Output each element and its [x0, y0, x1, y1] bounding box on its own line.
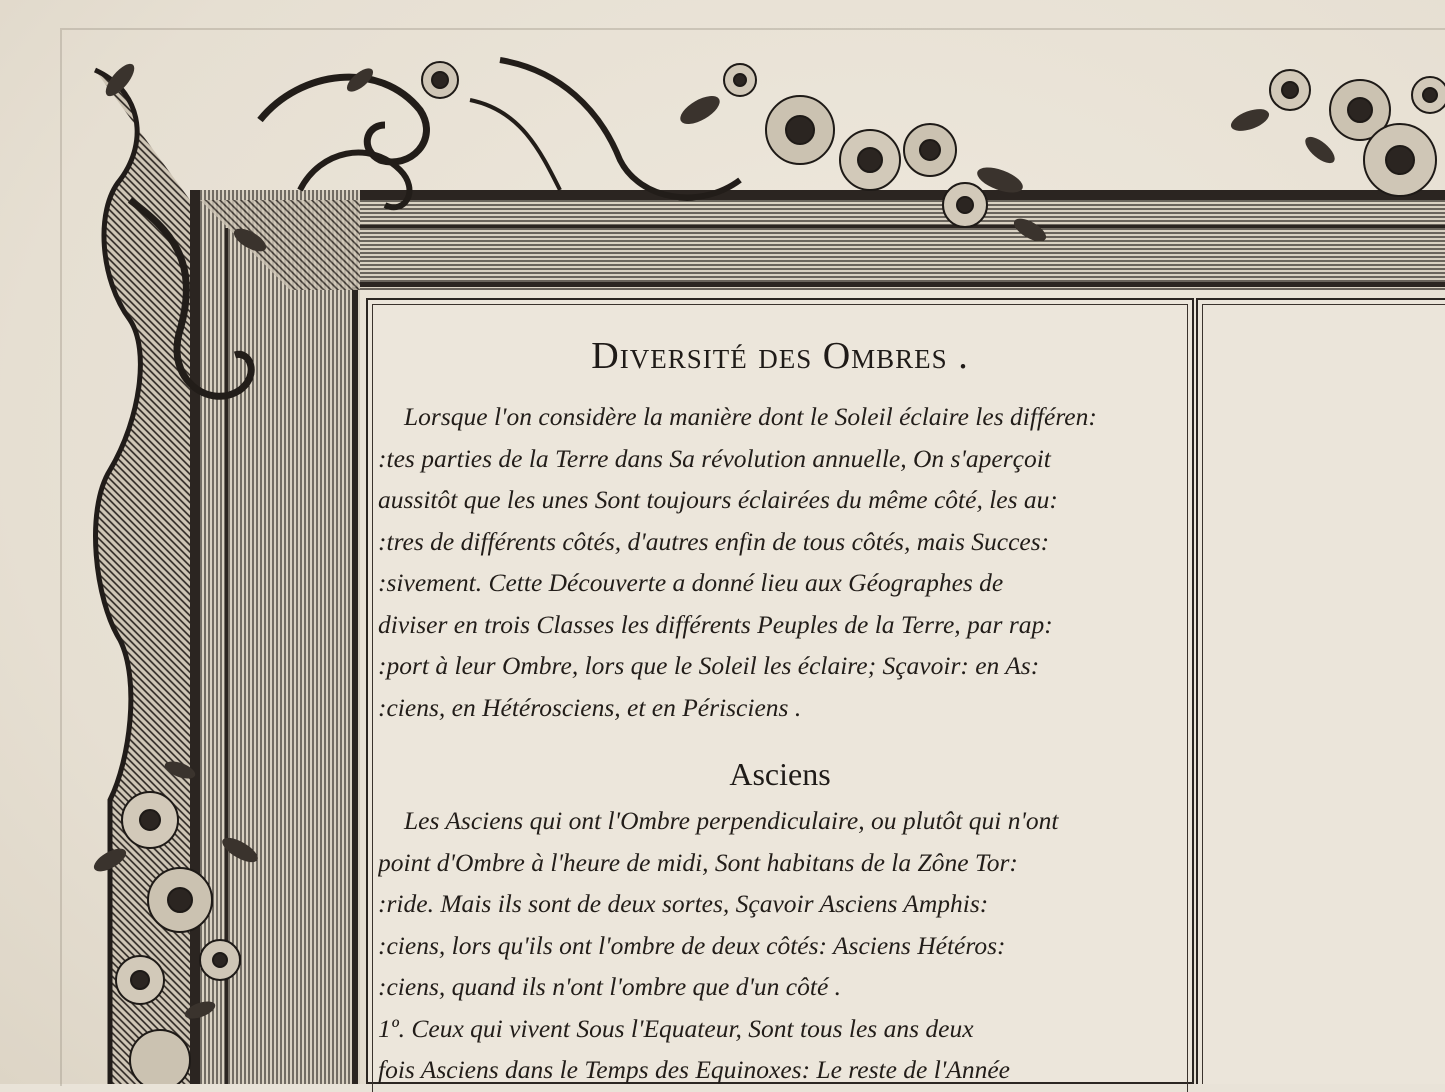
text-line: :ciens, lors qu'ils ont l'ombre de deux côtés: Asciens Hétéros: — [378, 930, 1006, 960]
text-line: :sivement. Cette Découverte a donné lieu aux Géographes de — [378, 568, 1004, 597]
text-line: :tes parties de la Terre dans Sa révolution annuelle, On s'aperçoit — [378, 443, 1051, 473]
text-line: :tres de différents côtés, d'autres enfin de tous côtés, mais Succes: — [378, 526, 1050, 556]
document-title: Diversité des Ombres . — [591, 335, 969, 377]
section-paragraph — [378, 800, 1188, 1091]
text-line: Lorsque l'on considère la manière dont le Soleil éclaire les différen: — [404, 402, 1097, 431]
text-line: diviser en trois Classes les différents Peuples de la Terre, par rap: — [378, 609, 1053, 639]
text-line: fois Asciens dans le Temps des Equinoxes: Le reste de l'Année — [378, 1055, 1010, 1084]
text-line: :port à leur Ombre, lors que le Soleil les éclaire; Sçavoir: en As: — [378, 651, 1040, 680]
text-line: aussitôt que les unes Sont toujours éclairées du même côté, les au: — [378, 485, 1058, 514]
text-cartouche — [366, 298, 1194, 1084]
adjacent-panel — [1196, 298, 1445, 1084]
text-line: :ciens, en Hétérosciens, et en Périsciens . — [378, 692, 802, 722]
text-line: point d'Ombre à l'heure de midi, Sont habitans de la Zône Tor: — [378, 847, 1018, 877]
section-heading: Asciens — [729, 756, 831, 792]
intro-paragraph — [378, 396, 1188, 728]
text-line: Les Asciens qui ont l'Ombre perpendiculaire, ou plutôt qui n'ont — [404, 806, 1059, 835]
text-line: 1º. Ceux qui vivent Sous l'Equateur, Sont tous les ans deux — [378, 1013, 974, 1043]
text-line: :ride. Mais ils sont de deux sortes, Sçavoir Asciens Amphis: — [378, 889, 989, 918]
text-line: :ciens, quand ils n'ont l'ombre que d'un côté . — [378, 972, 842, 1001]
